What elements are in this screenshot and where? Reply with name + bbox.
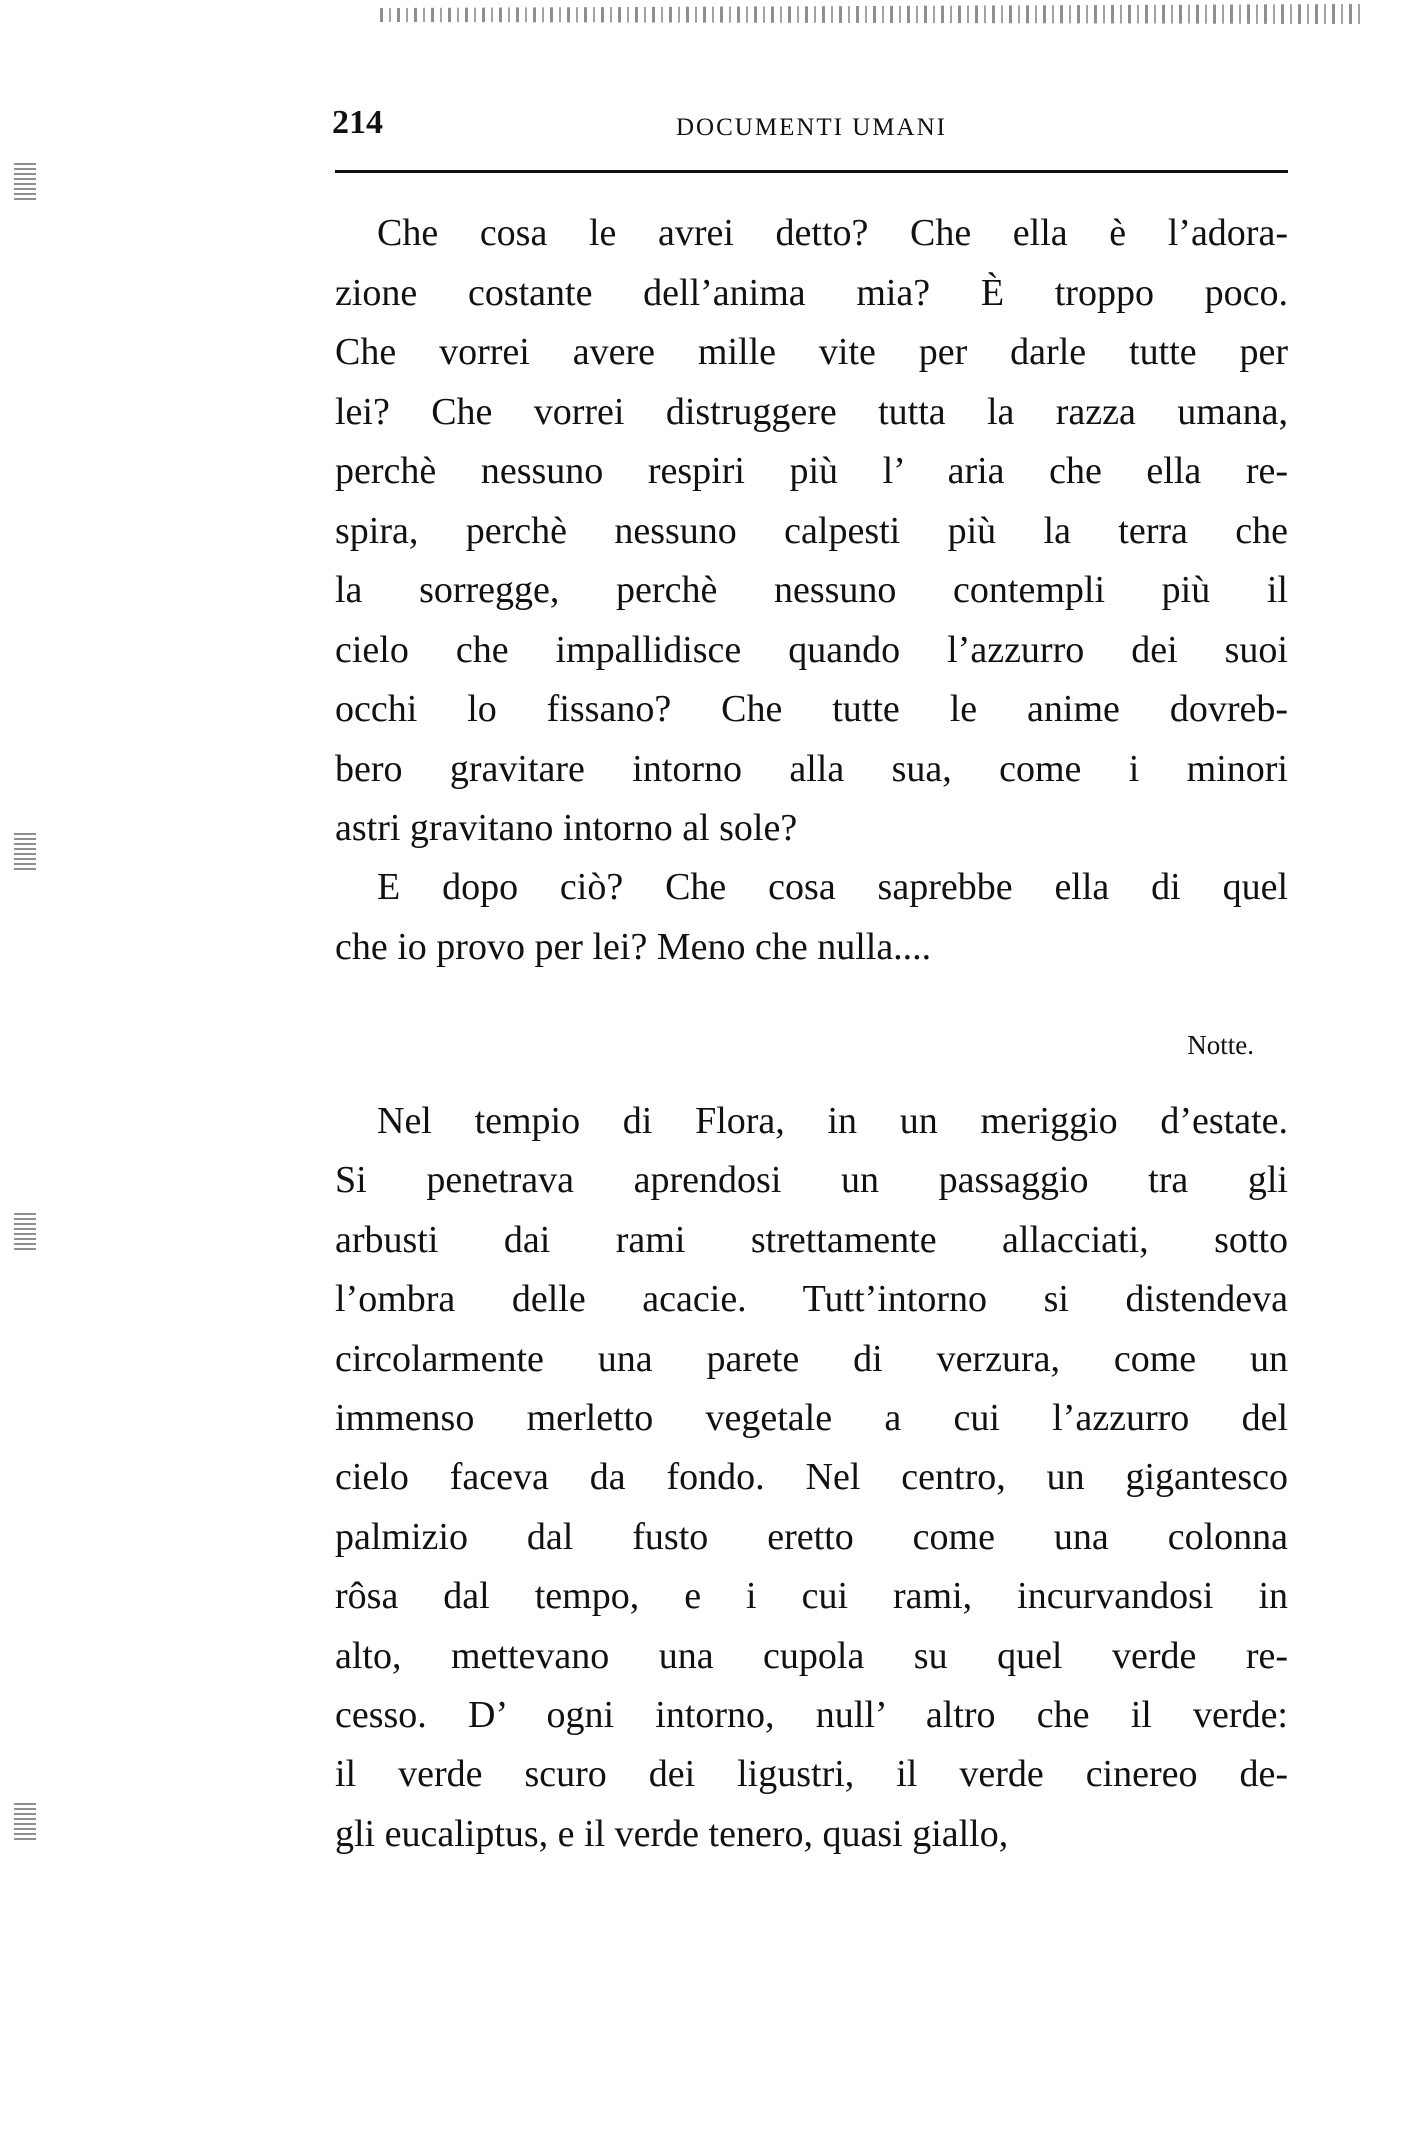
text-line: Nel tempio di Flora, in un meriggio d’estate. xyxy=(377,1100,1288,1142)
text-line: circolarmente una parete di verzura, come un xyxy=(335,1337,1288,1380)
text-line: E dopo ciò? Che cosa saprebbe ella di quel xyxy=(377,866,1288,908)
text-line: alto, mettevano una cupola su quel verde re- xyxy=(335,1634,1288,1677)
scan-speck xyxy=(14,1800,36,1840)
page-number: 214 xyxy=(332,104,383,141)
text-line: cielo che impallidisce quando l’azzurro dei suoi xyxy=(335,628,1288,671)
text-line: l’ombra delle acacie. Tutt’intorno si distendeva xyxy=(335,1278,1288,1321)
scan-speck xyxy=(14,830,36,870)
text-line: arbusti dai rami strettamente allacciati, sotto xyxy=(335,1218,1288,1261)
scan-speck xyxy=(14,1210,36,1250)
header-rule xyxy=(335,170,1288,173)
text-line: lei? Che vorrei distruggere tutta la razza umana, xyxy=(335,390,1288,433)
text-line: rôsa dal tempo, e i cui rami, incurvandosi in xyxy=(335,1575,1288,1618)
text-line: Che cosa le avrei detto? Che ella è l’adora- xyxy=(377,212,1288,254)
text-line: gli eucaliptus, e il verde tenero, quasi giallo, xyxy=(335,1812,1009,1855)
text-line: il verde scuro dei ligustri, il verde cinereo de- xyxy=(335,1753,1288,1796)
text-line: bero gravitare intorno alla sua, come i minori xyxy=(335,747,1288,790)
text-line: che io provo per lei? Meno che nulla.... xyxy=(335,925,932,968)
text-line: cielo faceva da fondo. Nel centro, un gigantesco xyxy=(335,1456,1288,1499)
text-line: spira, perchè nessuno calpesti più la terra che xyxy=(335,509,1288,552)
text-line: astri gravitano intorno al sole? xyxy=(335,807,798,849)
text-line: Si penetrava aprendosi un passaggio tra gli xyxy=(335,1159,1288,1202)
scan-speck xyxy=(14,160,36,200)
text-line: Che vorrei avere mille vite per darle tutte per xyxy=(335,331,1288,373)
text-line: immenso merletto vegetale a cui l’azzurro del xyxy=(335,1397,1288,1439)
text-line: occhi lo fissano? Che tutte le anime dovreb- xyxy=(335,688,1288,730)
text-line: la sorregge, perchè nessuno contempli più il xyxy=(335,569,1288,611)
scan-noise-top xyxy=(380,0,1360,40)
section-signoff: Notte. xyxy=(1187,1030,1254,1060)
text-line: palmizio dal fusto eretto come una colonna xyxy=(335,1515,1288,1558)
text-line: perchè nessuno respiri più l’ aria che ella re- xyxy=(335,450,1288,492)
text-line: zione costante dell’anima mia? È troppo poco. xyxy=(335,271,1288,314)
text-line: cesso. D’ ogni intorno, null’ altro che il verde: xyxy=(335,1694,1288,1736)
running-title: DOCUMENTI UMANI xyxy=(676,114,947,141)
